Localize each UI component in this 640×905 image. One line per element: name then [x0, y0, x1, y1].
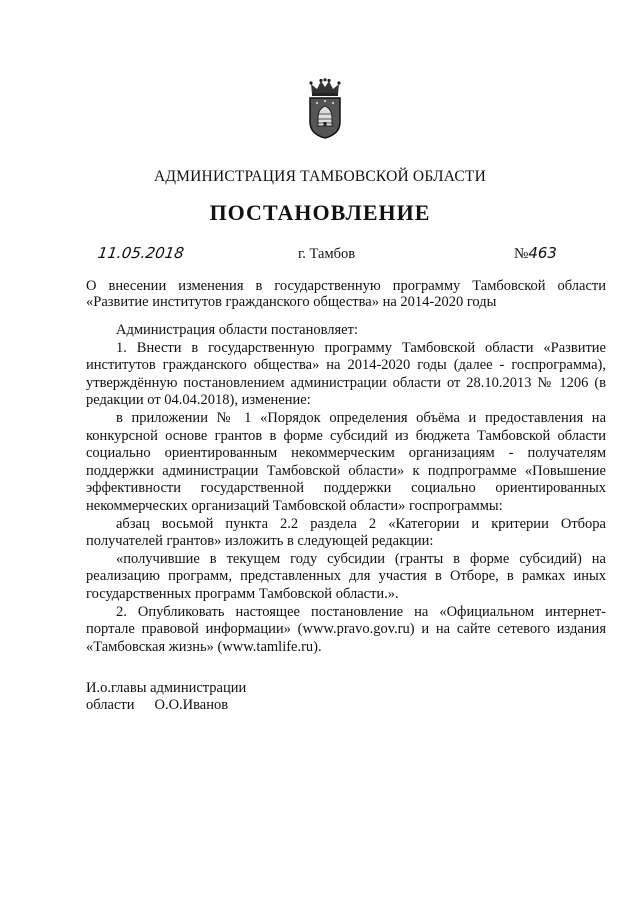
organization-title: АДМИНИСТРАЦИЯ ТАМБОВСКОЙ ОБЛАСТИ	[154, 168, 486, 185]
signatory-line	[86, 697, 246, 714]
body-paragraph: 1. Внести в государственную программу Тамбовской области «Развитие институтов гражданского общества» на 2014-2020 годы (далее - госпрограмма), утверждённую постановлением администрации области от 28.10.2013 № 1206 (в редакции от 04.04.2018), изменение:	[86, 339, 606, 409]
signature-block	[86, 680, 246, 714]
coat-of-arms-icon	[303, 78, 347, 140]
document-date: 11.05.2018	[96, 244, 186, 262]
signatory-title: И.о.главы администрации	[86, 680, 247, 696]
signatory-title-cont: области	[86, 697, 135, 713]
document-city: г. Тамбов	[298, 246, 356, 262]
number-label: №	[514, 246, 529, 262]
document-number	[514, 244, 557, 263]
body-paragraph: в приложении № 1 «Порядок определения объёма и предоставления на конкурсной основе грантов в форме субсидий из бюджета Тамбовской области социально ориентированным некоммерческим организациям - получателям поддержки администрации Тамбовской области» к подпрограмме «Повышение эффективности государственной поддержки социально ориентированных некоммерческих организаций Тамбовской области» госпрограммы:	[86, 409, 606, 514]
body-paragraph: Администрация области постановляет:	[116, 322, 358, 338]
document-type: ПОСТАНОВЛЕНИЕ	[209, 200, 431, 225]
body-paragraph: абзац восьмой пункта 2.2 раздела 2 «Категории и критерии Отбора получателей грантов» изложить в следующей редакции:	[86, 515, 606, 550]
document-subject: О внесении изменения в государственную программу Тамбовской области «Развитие институтов гражданского общества» на 2014-2020 годы	[86, 278, 606, 310]
body-paragraph: 2. Опубликовать настоящее постановление на «Официальном интернет-портале правовой информации» (www.pravo.gov.ru) и на сайте сетевого издания «Тамбовская жизнь» (www.tamlife.ru).	[86, 603, 606, 655]
document-body	[86, 322, 606, 656]
number-value: 463	[528, 244, 557, 262]
signatory-name: О.О.Иванов	[154, 697, 229, 713]
body-paragraph: «получившие в текущем году субсидии (гранты в форме субсидий) на реализацию программ, представленных для участия в Отборе, в рамках иных государственных программ Тамбовской области.».	[86, 550, 606, 602]
